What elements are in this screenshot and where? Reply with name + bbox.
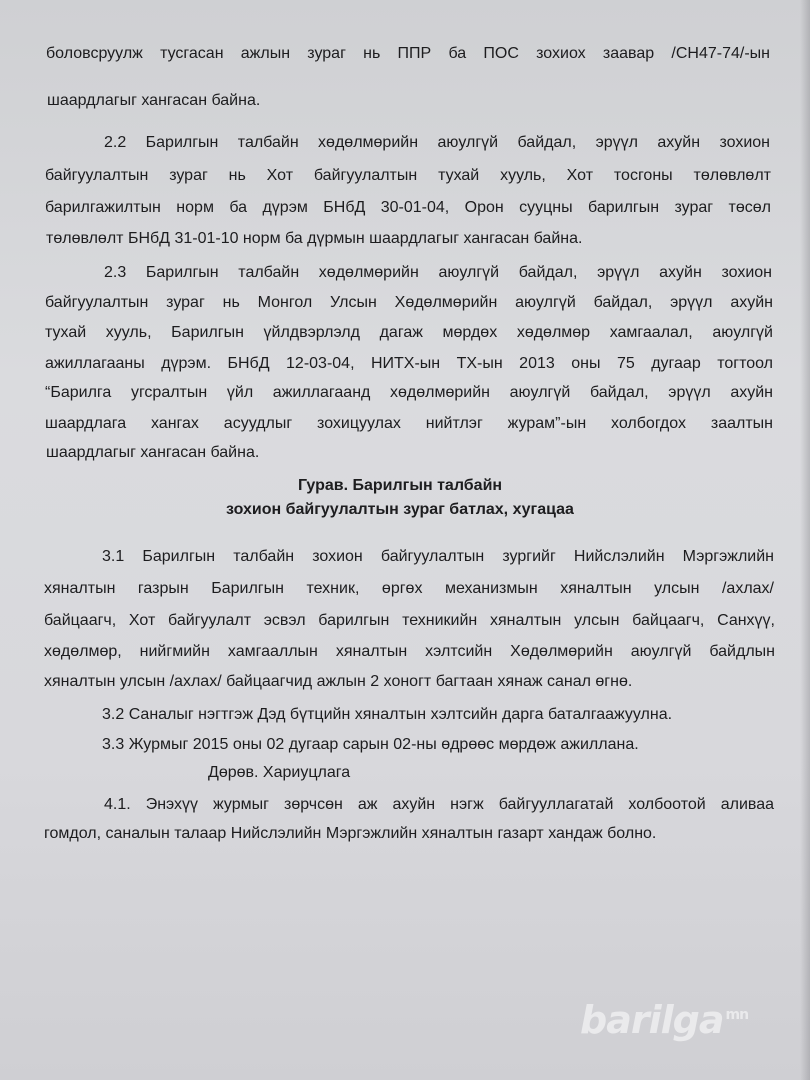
watermark-brand: barilga <box>580 998 724 1042</box>
para-3-1-line-5: хяналтын улсын /ахлах/ байцаагчид ажлын 2 хоногт багтаан хянаж санал өгнө. <box>44 673 633 690</box>
para-2-2-line-1: 2.2 Барилгын талбайн хөдөлмөрийн аюулгүй байдал, эрүүл ахуйн зохион <box>104 134 770 151</box>
intro-line-2: шаардлагыг хангасан байна. <box>47 92 261 109</box>
para-3-1-line-4: хөдөлмөр, нийгмийн хамгааллын хяналтын хэлтсийн Хөдөлмөрийн аюулгүй байдлын <box>44 643 775 660</box>
para-3-1-line-3: байцаагч, Хот байгуулалт эсвэл барилгын техникийн хяналтын улсын байцаагч, Санхүү, <box>44 612 775 629</box>
para-2-3-line-5: “Барилга угсралтын үйл ажиллагаанд хөдөлмөрийн аюулгүй байдал, эрүүл ахуйн <box>45 384 773 401</box>
section-3-title-line-2: зохион байгуулалтын зураг батлах, хугацаа <box>226 501 574 518</box>
para-3-1-line-1: 3.1 Барилгын талбайн зохион байгуулалтын зургийг Нийслэлийн Мэргэжлийн <box>102 548 774 565</box>
para-2-3-line-6: шаардлага хангах асуудлыг зохицуулах нийтлэг журам”-ын холбогдох заалтын <box>45 415 773 432</box>
para-3-1-line-2: хяналтын газрын Барилгын техник, өргөх механизмын хяналтын улсын /ахлах/ <box>44 580 774 597</box>
para-2-3-line-3: тухай хууль, Барилгын үйлдвэрлэлд дагаж мөрдөх хөдөлмөр хамгаалал, аюулгүй <box>45 324 773 341</box>
para-2-3-line-4: ажиллагааны дүрэм. БНбД 12-03-04, НИТХ-ын ТХ-ын 2013 оны 75 дугаар тогтоол <box>45 355 773 372</box>
intro-line-1: боловсруулж тусгасан ажлын зураг нь ППР ба ПОС зохиох заавар /СН47-74/-ын <box>46 45 770 62</box>
para-2-2-line-2: байгуулалтын зураг нь Хот байгуулалтын тухай хууль, Хот тосгоны төлөвлөлт <box>45 167 771 184</box>
section-4-title: Дөрөв. Хариуцлага <box>208 764 351 781</box>
para-4-1-line-1: 4.1. Энэхүү журмыг зөрчсөн аж ахуйн нэгж байгууллагатай холбоотой аливаа <box>104 796 774 813</box>
para-2-3-line-7: шаардлагыг хангасан байна. <box>46 444 260 461</box>
para-3-3: 3.3 Журмыг 2015 оны 02 дугаар сарын 02-ны өдрөөс мөрдөж ажиллана. <box>102 736 639 753</box>
para-2-3-line-2: байгуулалтын зураг нь Монгол Улсын Хөдөлмөрийн аюулгүй байдал, эрүүл ахуйн <box>45 294 773 311</box>
para-4-1-line-2: гомдол, саналын талаар Нийслэлийн Мэргэжлийн хяналтын газарт хандаж болно. <box>44 825 657 842</box>
para-2-3-line-1: 2.3 Барилгын талбайн хөдөлмөрийн аюулгүй байдал, эрүүл ахуйн зохион <box>104 264 772 281</box>
watermark-logo <box>580 998 748 1042</box>
page-edge-shadow <box>800 0 810 1080</box>
section-3-title-line-1: Гурав. Барилгын талбайн <box>297 477 503 494</box>
para-2-2-line-4: төлөвлөлт БНбД 31-01-10 норм ба дүрмын шаардлагыг хангасан байна. <box>46 230 583 247</box>
para-3-2: 3.2 Саналыг нэгтгэж Дэд бүтцийн хяналтын хэлтсийн дарга баталгаажуулна. <box>102 706 673 723</box>
para-2-2-line-3: барилгажилтын норм ба дүрэм БНбД 30-01-04, Орон сууцны барилгын зураг төсөл <box>45 199 771 216</box>
watermark-tld: mn <box>725 1007 749 1024</box>
